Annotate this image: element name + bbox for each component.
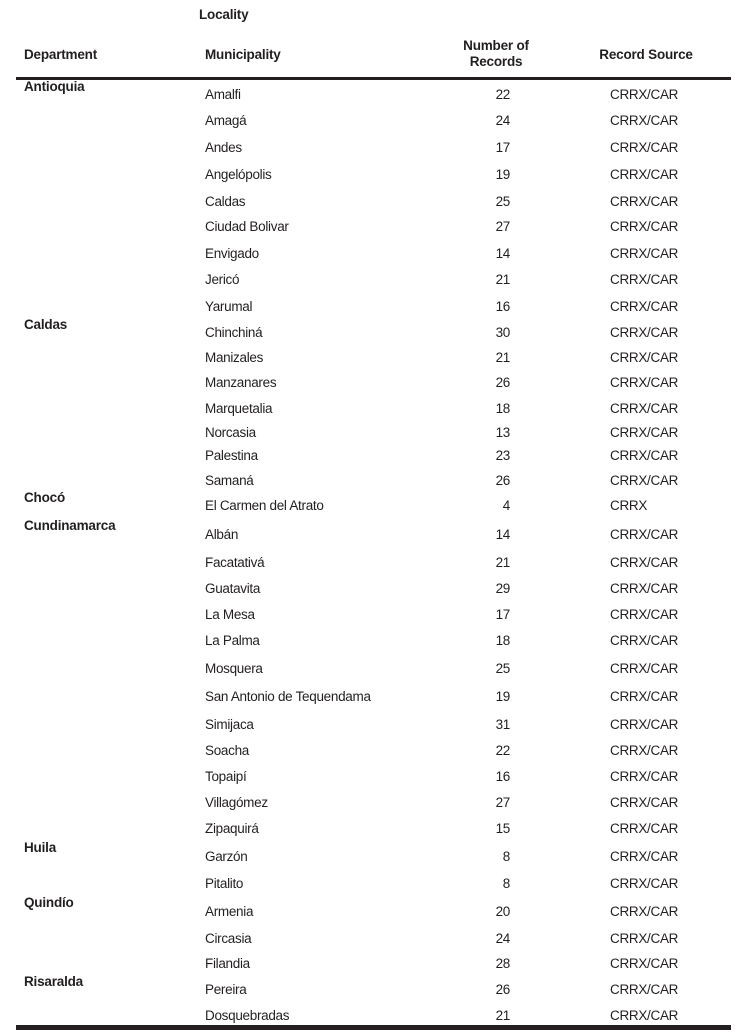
records-cell: 21 (495, 555, 510, 570)
source-cell: CRRX/CAR (610, 167, 679, 182)
records-cell: 16 (495, 299, 510, 314)
table-row (0, 660, 735, 678)
table-row (0, 688, 735, 706)
records-cell: 21 (495, 272, 510, 287)
department-label: Antioquia (24, 79, 85, 94)
records-cell: 23 (495, 448, 510, 463)
header-rule (16, 77, 731, 80)
table-row (0, 606, 735, 624)
header-records-line1: Number of (463, 38, 529, 53)
records-cell: 17 (495, 607, 510, 622)
table-row (0, 742, 735, 760)
source-cell: CRRX/CAR (610, 401, 679, 416)
municipality-cell: Amagá (205, 113, 247, 128)
table-row (0, 374, 735, 392)
source-cell: CRRX/CAR (610, 219, 679, 234)
municipality-cell: Soacha (205, 743, 249, 758)
municipality-cell: Amalfi (205, 87, 241, 102)
header-municipality: Municipality (205, 47, 281, 62)
table-row (0, 447, 735, 465)
municipality-cell: Pereira (205, 982, 247, 997)
records-cell: 28 (495, 956, 510, 971)
table-row (0, 554, 735, 572)
header-locality: Locality (199, 7, 249, 22)
table-row (0, 324, 735, 342)
records-cell: 22 (495, 743, 510, 758)
records-cell: 19 (495, 689, 510, 704)
municipality-cell: La Mesa (205, 607, 255, 622)
table-row (0, 580, 735, 598)
table-row (0, 848, 735, 866)
source-cell: CRRX/CAR (610, 246, 679, 261)
source-cell: CRRX/CAR (610, 743, 679, 758)
source-cell: CRRX/CAR (610, 607, 679, 622)
municipality-cell: Guatavita (205, 581, 261, 596)
department-label: Cundinamarca (24, 518, 116, 533)
table-row (0, 424, 735, 442)
municipality-cell: Palestina (205, 448, 258, 463)
municipality-cell: Envigado (205, 246, 259, 261)
municipality-cell: San Antonio de Tequendama (205, 689, 371, 704)
municipality-cell: Jericó (205, 272, 240, 287)
table-row (0, 497, 735, 515)
records-cell: 31 (495, 717, 510, 732)
municipality-cell: Facatativá (205, 555, 265, 570)
table-row (0, 349, 735, 367)
table-row (0, 768, 735, 786)
department-label: Caldas (24, 317, 68, 332)
municipality-cell: Dosquebradas (205, 1008, 290, 1023)
table-row (0, 716, 735, 734)
table-row (0, 820, 735, 838)
department-label: Huila (24, 840, 57, 855)
records-cell: 19 (495, 167, 510, 182)
municipality-cell: El Carmen del Atrato (205, 498, 324, 513)
source-cell: CRRX/CAR (610, 272, 679, 287)
municipality-cell: Mosquera (205, 661, 263, 676)
municipality-cell: La Palma (205, 633, 260, 648)
source-cell: CRRX/CAR (610, 821, 679, 836)
records-cell: 14 (495, 527, 510, 542)
municipality-cell: Pitalito (205, 876, 244, 891)
municipality-cell: Topaipí (205, 769, 247, 784)
header-department: Department (24, 47, 98, 62)
table-row (0, 981, 735, 999)
municipality-cell: Villagómez (205, 795, 268, 810)
source-cell: CRRX/CAR (610, 375, 679, 390)
municipality-cell: Angelópolis (205, 167, 272, 182)
table-row (0, 875, 735, 893)
municipality-cell: Norcasia (205, 425, 256, 440)
records-cell: 30 (495, 325, 510, 340)
header-records-line2: Records (469, 54, 523, 69)
records-cell: 16 (495, 769, 510, 784)
records-cell: 24 (495, 113, 510, 128)
source-cell: CRRX/CAR (610, 904, 679, 919)
source-cell: CRRX/CAR (610, 876, 679, 891)
table-row (0, 1007, 735, 1025)
municipality-cell: Caldas (205, 194, 246, 209)
records-cell: 14 (495, 246, 510, 261)
source-cell: CRRX/CAR (610, 849, 679, 864)
records-cell: 26 (495, 473, 510, 488)
table-row (0, 400, 735, 418)
footer-rule (16, 1025, 731, 1030)
records-cell: 21 (495, 1008, 510, 1023)
municipality-cell: Garzón (205, 849, 248, 864)
table-row (0, 903, 735, 921)
table-row (0, 86, 735, 104)
source-cell: CRRX/CAR (610, 350, 679, 365)
table-row (0, 526, 735, 544)
table-row (0, 794, 735, 812)
table-row (0, 955, 735, 973)
source-cell: CRRX/CAR (610, 931, 679, 946)
municipality-cell: Marquetalia (205, 401, 273, 416)
source-cell: CRRX/CAR (610, 87, 679, 102)
table-row (0, 112, 735, 130)
records-cell: 25 (495, 194, 510, 209)
records-cell: 26 (495, 982, 510, 997)
department-label: Quindío (24, 895, 74, 910)
source-cell: CRRX/CAR (610, 555, 679, 570)
source-cell: CRRX (610, 498, 648, 513)
table-row (0, 166, 735, 184)
source-cell: CRRX/CAR (610, 717, 679, 732)
municipality-cell: Filandia (205, 956, 250, 971)
table-row (0, 930, 735, 948)
records-cell: 17 (495, 140, 510, 155)
table-row (0, 632, 735, 650)
records-cell: 8 (502, 849, 510, 864)
source-cell: CRRX/CAR (610, 1008, 679, 1023)
records-cell: 21 (495, 350, 510, 365)
municipality-cell: Andes (205, 140, 242, 155)
municipality-cell: Samaná (205, 473, 254, 488)
department-label: Chocó (24, 490, 65, 505)
records-cell: 13 (495, 425, 510, 440)
table-row (0, 218, 735, 236)
source-cell: CRRX/CAR (610, 448, 679, 463)
header-record-source: Record Source (599, 47, 693, 62)
municipality-cell: Zipaquirá (205, 821, 259, 836)
source-cell: CRRX/CAR (610, 140, 679, 155)
table-row (0, 193, 735, 211)
source-cell: CRRX/CAR (610, 527, 679, 542)
records-cell: 27 (495, 795, 510, 810)
municipality-cell: Simijaca (205, 717, 254, 732)
table-row (0, 298, 735, 316)
source-cell: CRRX/CAR (610, 113, 679, 128)
source-cell: CRRX/CAR (610, 956, 679, 971)
municipality-cell: Albán (205, 527, 239, 542)
source-cell: CRRX/CAR (610, 795, 679, 810)
source-cell: CRRX/CAR (610, 299, 679, 314)
table-row (0, 245, 735, 263)
source-cell: CRRX/CAR (610, 581, 679, 596)
municipality-cell: Yarumal (205, 299, 253, 314)
source-cell: CRRX/CAR (610, 425, 679, 440)
municipality-cell: Chinchiná (205, 325, 263, 340)
records-cell: 26 (495, 375, 510, 390)
table-row (0, 271, 735, 289)
municipality-cell: Ciudad Bolivar (205, 219, 289, 234)
records-cell: 18 (495, 401, 510, 416)
table-row (0, 472, 735, 490)
records-cell: 18 (495, 633, 510, 648)
records-cell: 4 (502, 498, 510, 513)
municipality-cell: Manizales (205, 350, 264, 365)
records-cell: 27 (495, 219, 510, 234)
municipality-cell: Manzanares (205, 375, 277, 390)
source-cell: CRRX/CAR (610, 661, 679, 676)
source-cell: CRRX/CAR (610, 325, 679, 340)
records-cell: 22 (495, 87, 510, 102)
table-row (0, 139, 735, 157)
source-cell: CRRX/CAR (610, 982, 679, 997)
department-label: Risaralda (24, 974, 83, 989)
municipality-cell: Armenia (205, 904, 254, 919)
source-cell: CRRX/CAR (610, 769, 679, 784)
records-cell: 24 (495, 931, 510, 946)
municipality-cell: Circasia (205, 931, 252, 946)
records-cell: 8 (502, 876, 510, 891)
source-cell: CRRX/CAR (610, 473, 679, 488)
records-cell: 29 (495, 581, 510, 596)
records-cell: 15 (495, 821, 510, 836)
source-cell: CRRX/CAR (610, 689, 679, 704)
header-number-of-records (440, 38, 552, 70)
records-cell: 20 (495, 904, 510, 919)
source-cell: CRRX/CAR (610, 194, 679, 209)
records-cell: 25 (495, 661, 510, 676)
source-cell: CRRX/CAR (610, 633, 679, 648)
